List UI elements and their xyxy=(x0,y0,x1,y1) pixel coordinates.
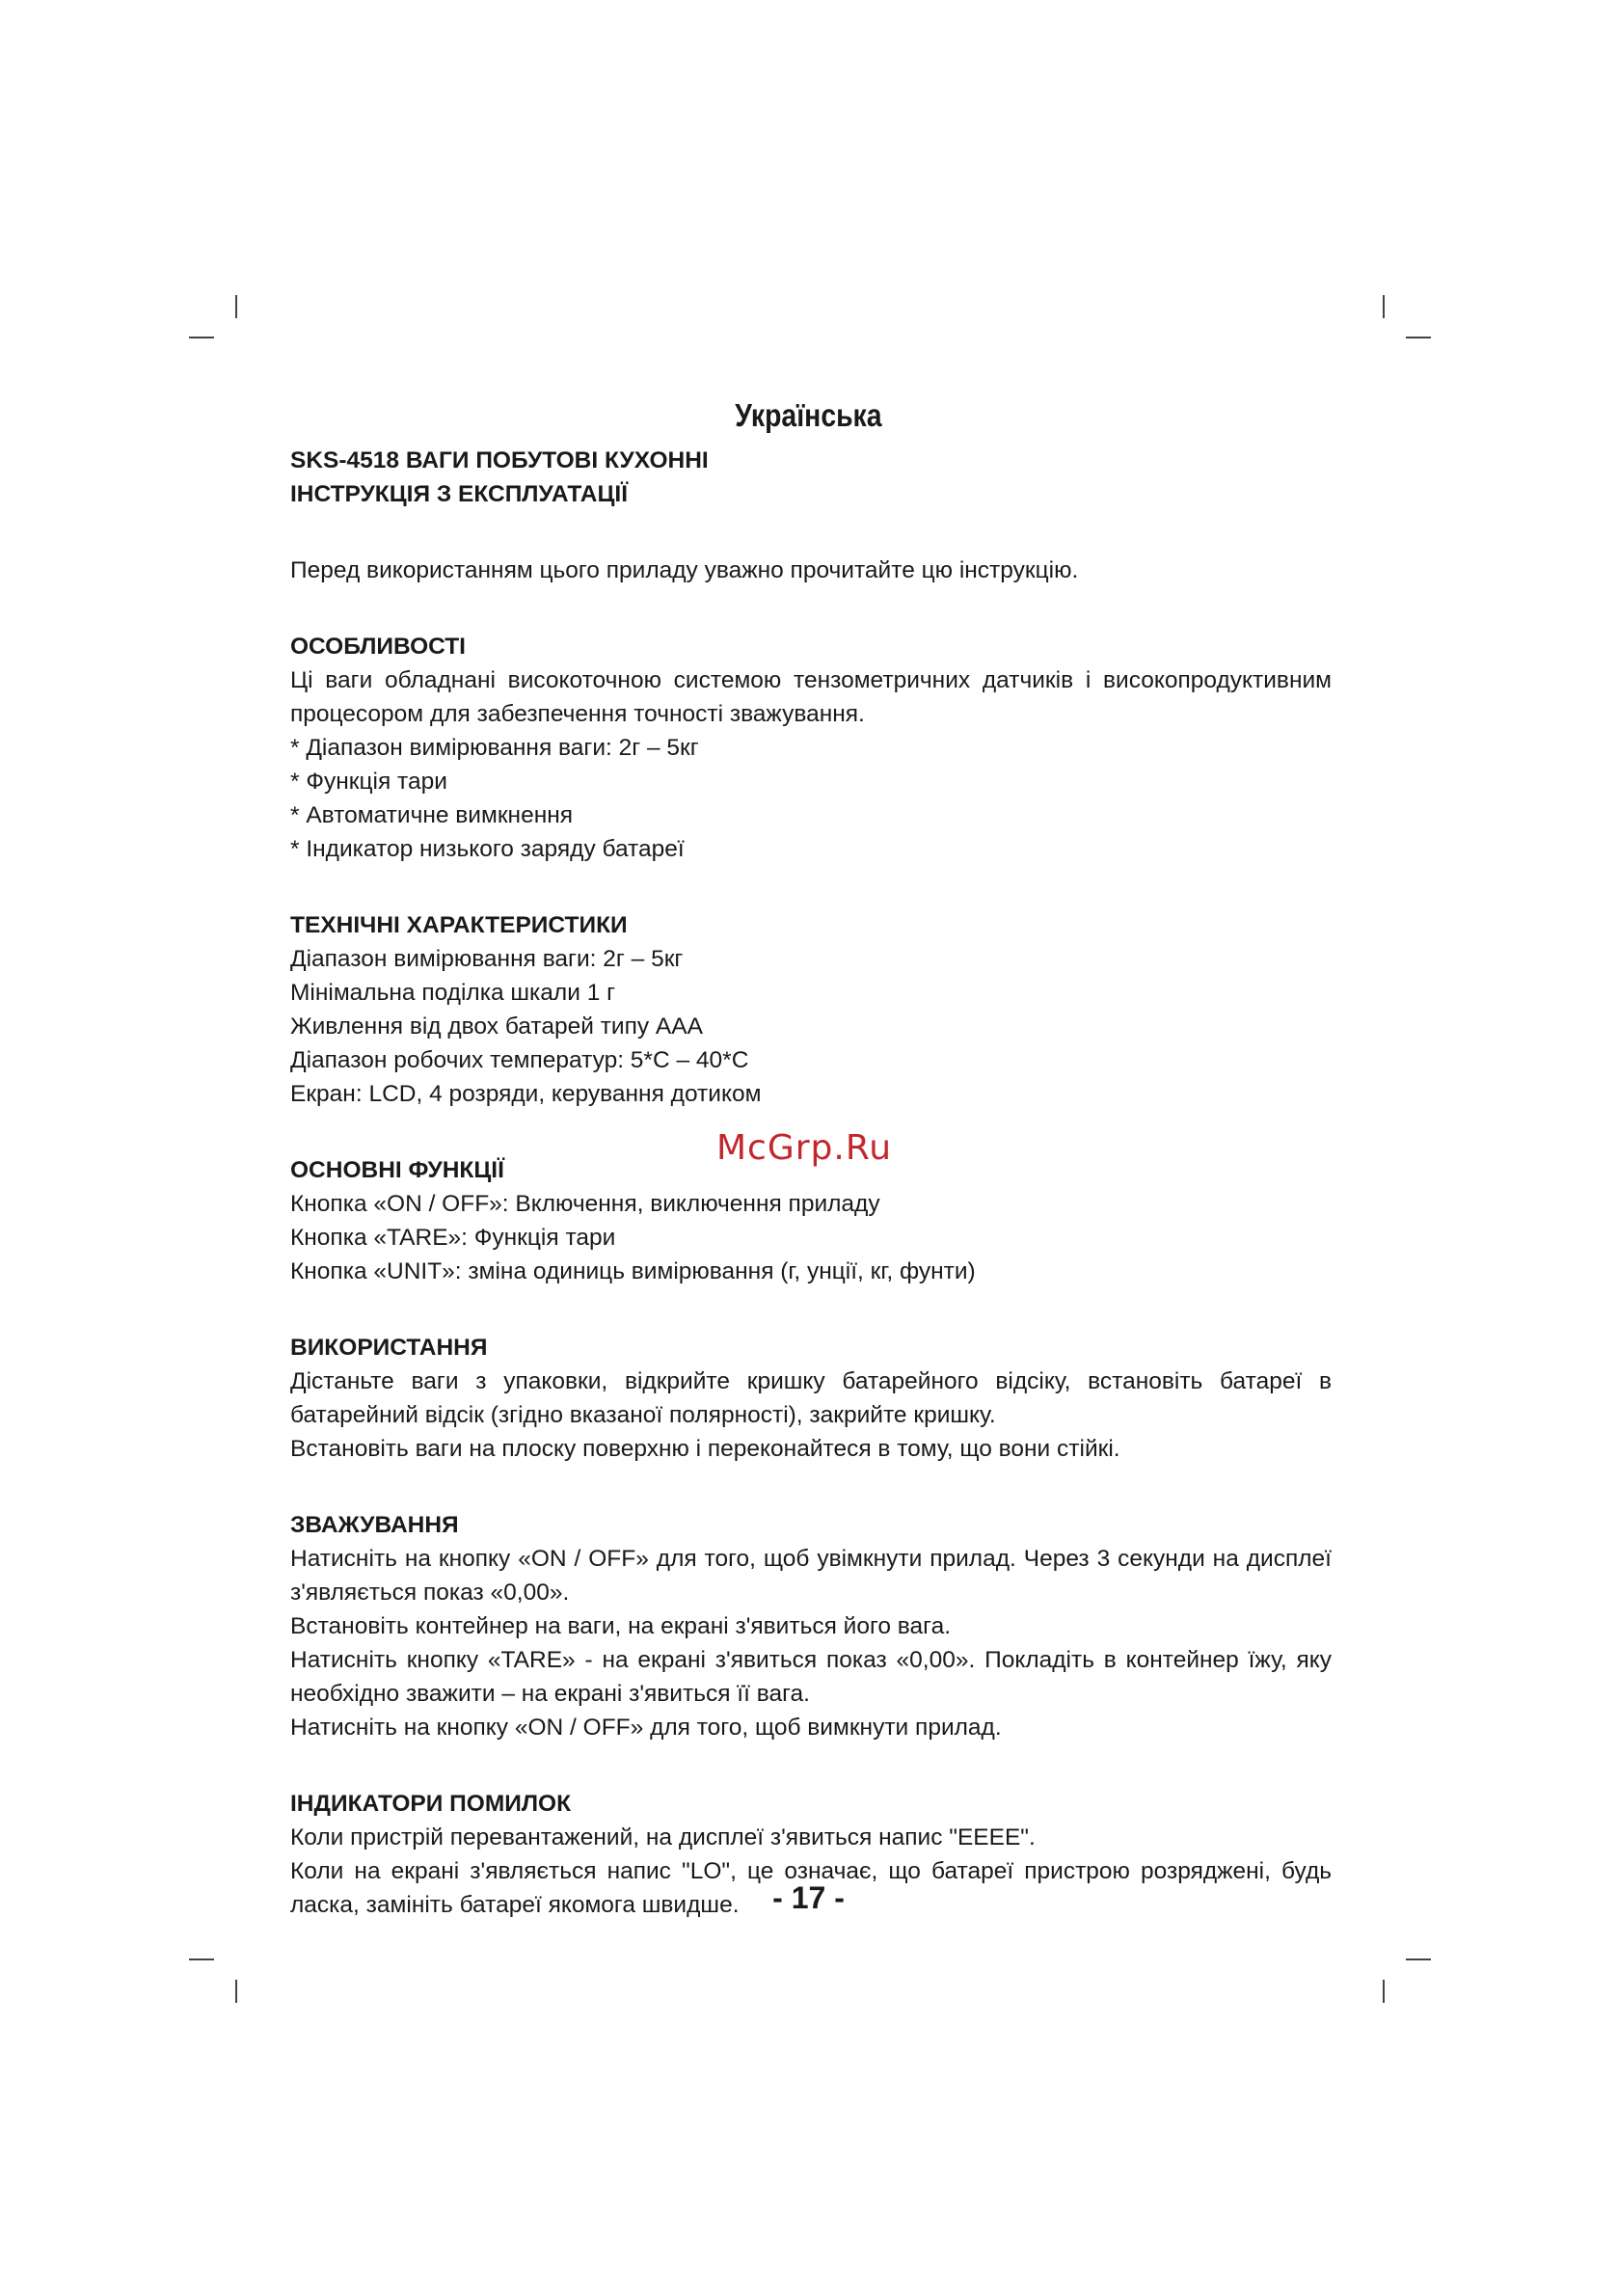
list-item: * Діапазон вимірювання ваги: 2г – 5кг xyxy=(290,735,699,761)
list-item: Кнопка «TARE»: Функція тари xyxy=(290,1225,616,1251)
features-heading: ОСОБЛИВОСТІ xyxy=(290,634,466,660)
usage-heading: ВИКОРИСТАННЯ xyxy=(290,1335,488,1361)
crop-mark xyxy=(189,1958,214,1960)
usage-paragraph: Дістаньте ваги з упаковки, відкрийте кришку батарейного відсіку, встановіть батареї в батарейний відсік (згідно вказаної полярності), закрийте кришку. xyxy=(290,1368,1332,1428)
weighing-paragraph: Натисніть на кнопку «ON / OFF» для того, щоб увімкнути прилад. Через 3 секунди на дисплеї з'являється показ «0,00». xyxy=(290,1546,1332,1606)
document-body xyxy=(290,444,1332,1922)
crop-mark xyxy=(1406,337,1431,338)
crop-mark xyxy=(1383,295,1385,318)
list-item: * Індикатор низького заряду батареї xyxy=(290,836,685,862)
manual-title: ІНСТРУКЦІЯ З ЕКСПЛУАТАЦІЇ xyxy=(290,481,628,507)
usage-paragraph: Встановіть ваги на плоску поверхню і переконайтеся в тому, що вони стійкі. xyxy=(290,1436,1120,1462)
page-number: - 17 - xyxy=(772,1880,845,1915)
watermark: McGrp.Ru xyxy=(716,1128,893,1168)
list-item: Кнопка «UNIT»: зміна одиниць вимірювання (г, унції, кг, фунти) xyxy=(290,1258,976,1284)
errors-heading: ІНДИКАТОРИ ПОМИЛОК xyxy=(290,1791,572,1817)
errors-paragraph: Коли пристрій перевантажений, на дисплеї з'явиться напис "ЕЕЕЕ". xyxy=(290,1824,1036,1850)
list-item: Мінімальна поділка шкали 1 г xyxy=(290,980,616,1006)
list-item: Живлення від двох батарей типу ААА xyxy=(290,1013,703,1040)
weighing-paragraph: Натисніть на кнопку «ON / OFF» для того, щоб вимкнути прилад. xyxy=(290,1715,1002,1741)
crop-mark xyxy=(1406,1958,1431,1960)
crop-mark xyxy=(235,1980,237,2003)
intro-text: Перед використанням цього приладу уважно прочитайте цю інструкцію. xyxy=(290,557,1079,583)
model-title: SKS-4518 ВАГИ ПОБУТОВІ КУХОННІ xyxy=(290,447,709,473)
functions-heading: ОСНОВНІ ФУНКЦІЇ xyxy=(290,1157,504,1183)
crop-mark xyxy=(235,295,237,318)
list-item: Діапазон вимірювання ваги: 2г – 5кг xyxy=(290,946,684,972)
errors-paragraph: Коли на екрані з'являється напис "LO", це означає, що батареї пристрою розряджені, будь ласка, замініть батареї якомога швидше. xyxy=(290,1858,1332,1918)
features-text: Ці ваги обладнані високоточною системою тензометричних датчиків і високопродуктивним процесором для забезпечення точності зважування. xyxy=(290,667,1332,727)
weighing-paragraph: Встановіть контейнер на ваги, на екрані з'явиться його вага. xyxy=(290,1613,951,1639)
weighing-paragraph: Натисніть кнопку «TARE» - на екрані з'явиться показ «0,00». Покладіть в контейнер їжу, яку необхідно зважити – на екрані з'явиться її вага. xyxy=(290,1647,1332,1707)
list-item: Екран: LCD, 4 розряди, керування дотиком xyxy=(290,1081,762,1107)
weighing-heading: ЗВАЖУВАННЯ xyxy=(290,1512,459,1538)
language-title: Українська xyxy=(735,397,882,433)
crop-mark xyxy=(1383,1980,1385,2003)
specs-heading: ТЕХНІЧНІ ХАРАКТЕРИСТИКИ xyxy=(290,912,628,938)
crop-mark xyxy=(189,337,214,338)
list-item: Діапазон робочих температур: 5*С – 40*С xyxy=(290,1047,749,1073)
list-item: * Функція тари xyxy=(290,769,447,795)
list-item: Кнопка «ON / OFF»: Включення, виключення приладу xyxy=(290,1191,880,1217)
list-item: * Автоматичне вимкнення xyxy=(290,802,574,828)
